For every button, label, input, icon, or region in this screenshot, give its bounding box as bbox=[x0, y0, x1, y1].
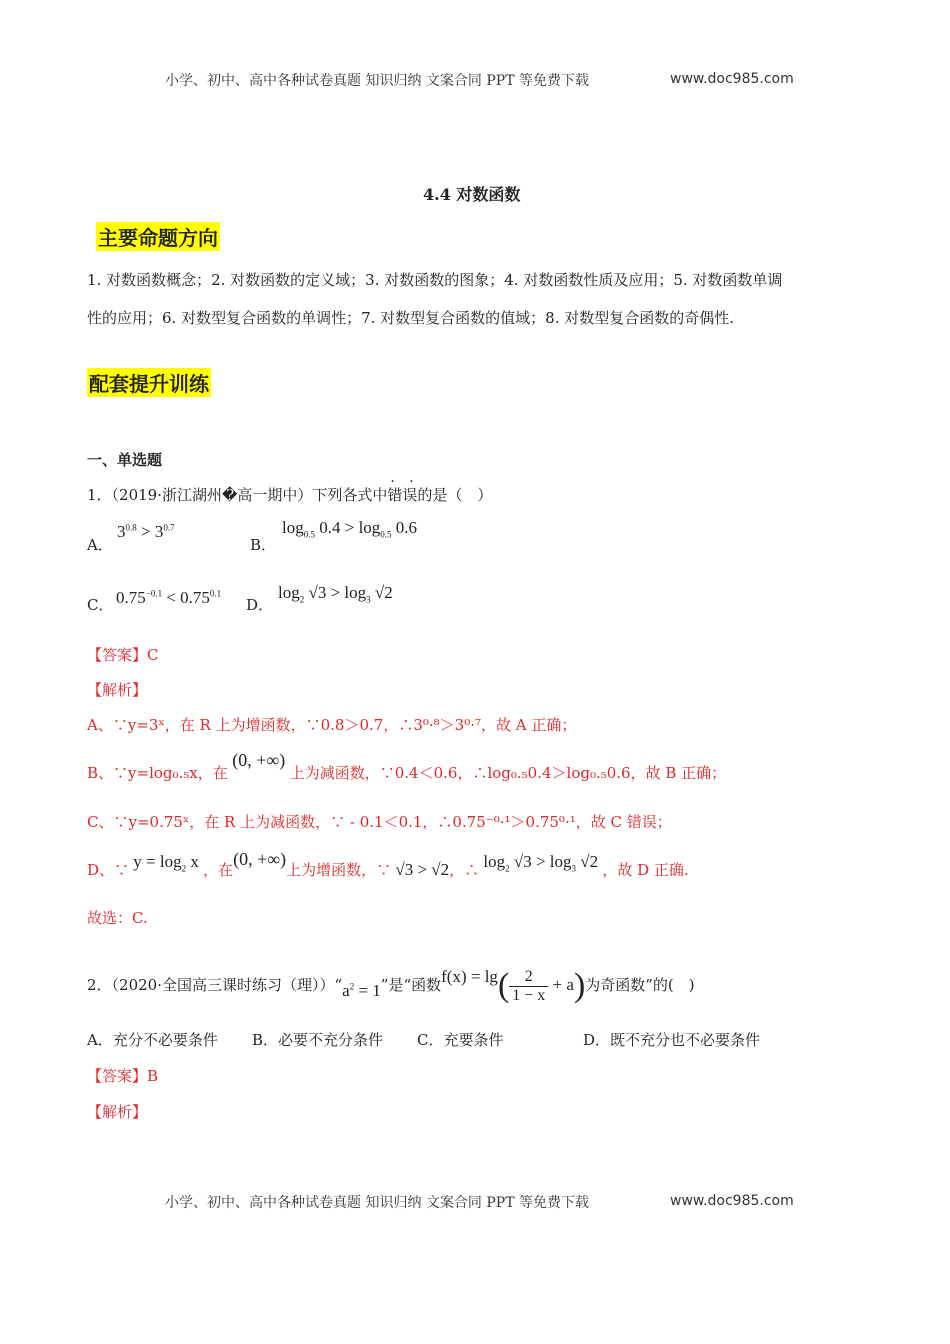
answer-label: 【答案】C bbox=[87, 646, 159, 664]
topics-line-2: 性的应用；6. 对数型复合函数的单调性；7. 对数型复合函数的值域；8. 对数型复合函数的奇偶性. bbox=[87, 309, 735, 327]
analysis-a: A、∵y=3ˣ，在 R 上为增函数，∵0.8＞0.7，∴3⁰·⁸＞3⁰·⁷，故 A 正确； bbox=[87, 716, 577, 734]
section-heading-directions: 主要命题方向 bbox=[96, 222, 220, 251]
q2-option-b: B．必要不充分条件 bbox=[252, 1031, 384, 1049]
analysis-b: B、∵y=log₀.₅x，在 (0, +∞) 上为减函数，∵0.4＜0.6，∴log₀.₅0.4＞log₀.₅0.6，故 B 正确； bbox=[87, 750, 727, 782]
header-url[interactable]: www.doc985.com bbox=[670, 71, 794, 87]
option-b-math: $\log_{0.5} 0.4 > \log_{0.5} 0.6$ bbox=[282, 518, 418, 540]
analysis-d: D、∵ $y = \log_2 x$ ，在(0, +∞)上为增函数，∵ √3 > √2，∴ $\log_2 √3 > \log_3 √2$ ，故 D 正确. bbox=[87, 849, 689, 879]
q2-answer-label: 【答案】B bbox=[87, 1067, 159, 1085]
analysis-label: 【解析】 bbox=[87, 681, 148, 699]
footer-url[interactable]: www.doc985.com bbox=[670, 1193, 794, 1209]
option-d-math: $\log_2 √3 > \log_3 √2$ bbox=[278, 583, 393, 605]
conclusion: 故选：C. bbox=[87, 909, 148, 927]
question-1-stem: 1．（2019·浙江湖州�高一期中）下列各式中错误 · ·的是（ ） bbox=[87, 484, 492, 505]
question-2-stem: 2．（2020·全国高三课时练习（理））“$a^2 = 1$”是“函数f(x) = lg( $\frac{2}{1 - x}$ + a)为奇函数”的( ) bbox=[87, 967, 695, 1004]
q2-analysis-label: 【解析】 bbox=[87, 1103, 148, 1121]
analysis-c: C、∵y=0.75ˣ，在 R 上为减函数，∵ - 0.1＜0.1，∴0.75⁻⁰·¹＞0.75⁰·¹，故 C 错误； bbox=[87, 813, 672, 831]
option-a-math: $3^{0.8} > 3^{0.7}$ bbox=[117, 522, 175, 541]
option-d-label: D． bbox=[246, 596, 274, 614]
option-c-math: $0.75^{-0.1} < 0.75^{0.1}$ bbox=[116, 588, 222, 607]
option-c-label: C． bbox=[87, 596, 114, 614]
option-b-label: B． bbox=[250, 536, 277, 554]
option-a-label: A． bbox=[87, 536, 113, 554]
q2-option-d: D．既不充分也不必要条件 bbox=[583, 1031, 761, 1049]
footer-text: 小学、初中、高中各种试卷真题 知识归纳 文案合同 PPT 等免费下载 bbox=[165, 1195, 589, 1211]
q2-option-a: A．充分不必要条件 bbox=[87, 1031, 218, 1049]
section-heading-training: 配套提升训练 bbox=[87, 368, 211, 397]
topics-line-1: 1. 对数函数概念；2. 对数函数的定义域；3. 对数函数的图象；4. 对数函数性质及应用；5. 对数函数单调 bbox=[87, 271, 783, 289]
q2-option-c: C．充要条件 bbox=[417, 1031, 504, 1049]
part-heading: 一、单选题 bbox=[87, 451, 163, 469]
page-title: 4.4 对数函数 bbox=[423, 185, 521, 204]
header-text: 小学、初中、高中各种试卷真题 知识归纳 文案合同 PPT 等免费下载 bbox=[165, 73, 589, 89]
